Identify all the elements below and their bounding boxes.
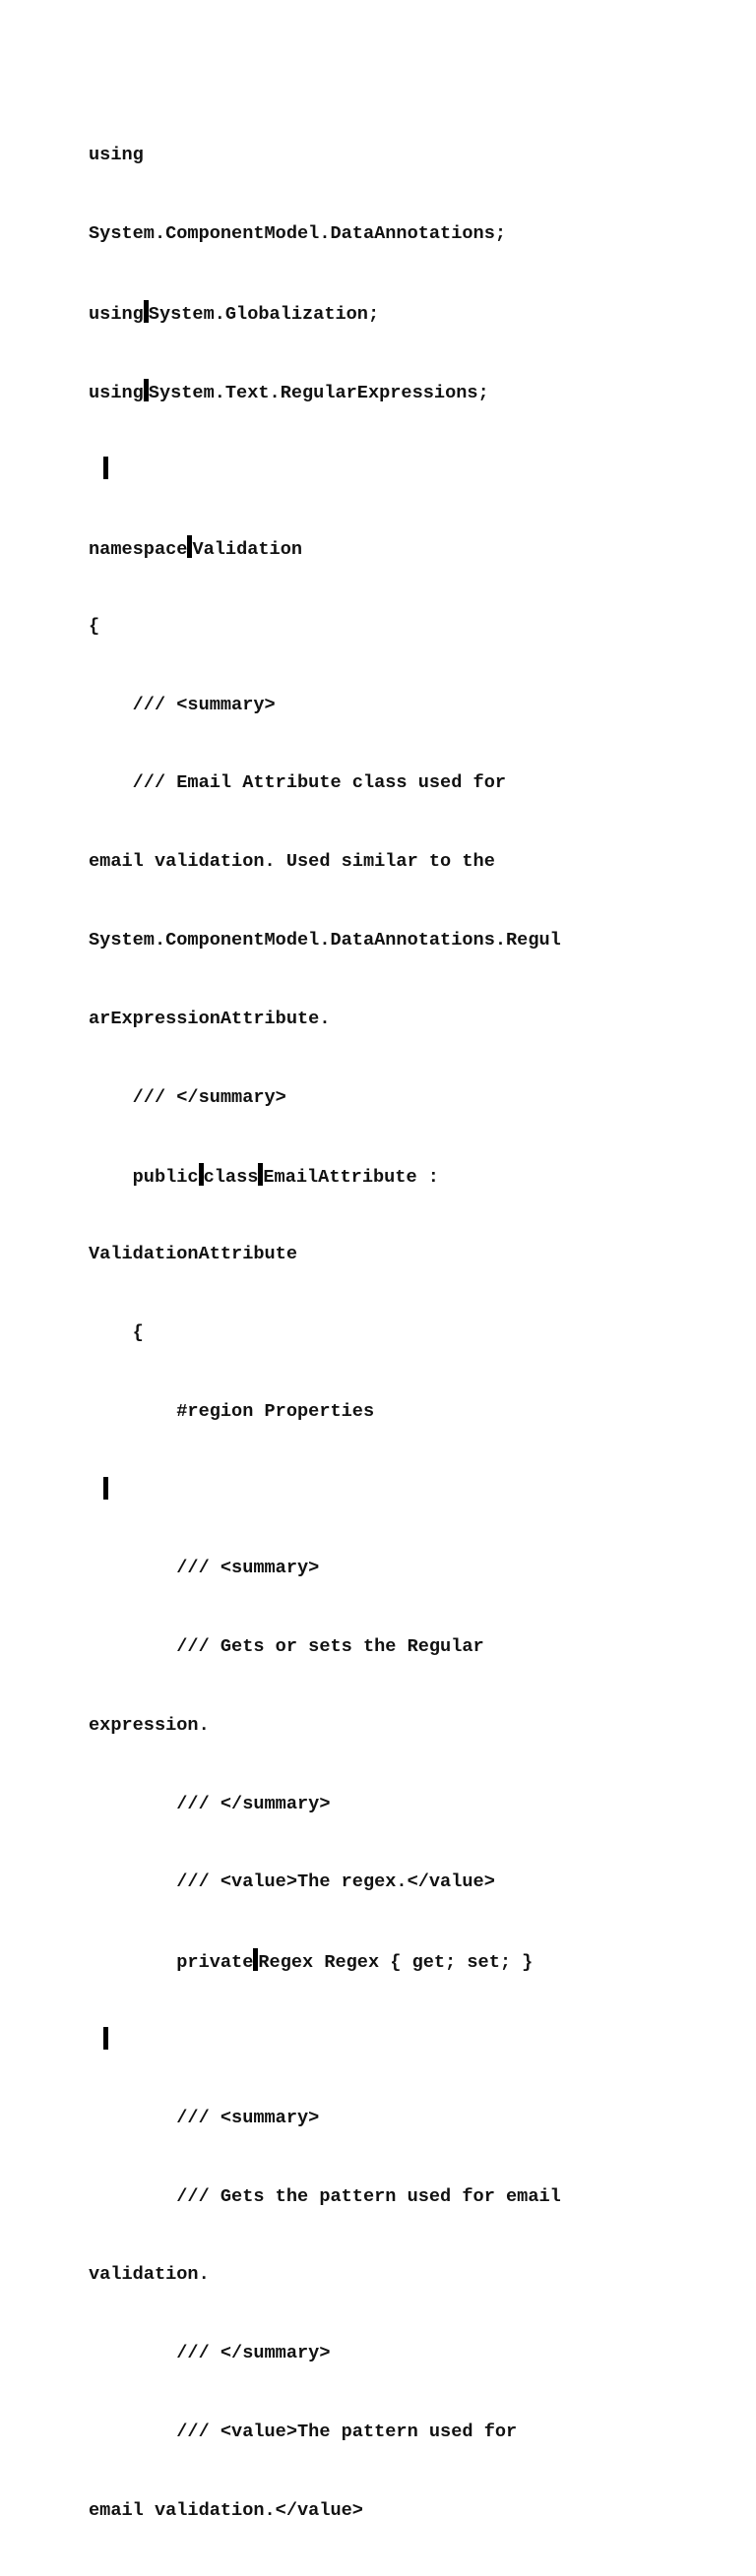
- code-line: [89, 300, 719, 327]
- code-line: arExpressionAttribute.: [89, 1008, 331, 1029]
- code-token: using: [89, 382, 144, 403]
- code-token: System.Globalization;: [148, 303, 380, 325]
- code-line: [89, 379, 719, 405]
- code-line: [89, 535, 719, 562]
- code-token: Regex Regex { get; set; }: [258, 1952, 534, 1974]
- code-line: /// Gets or sets the Regular: [89, 1636, 484, 1658]
- code-line: #region Properties: [89, 1400, 375, 1422]
- code-line: {: [89, 1321, 144, 1343]
- code-line: System.ComponentModel.DataAnnotations.Regul: [89, 930, 561, 951]
- code-line: /// <summary>: [89, 694, 276, 715]
- text-marker: [103, 457, 108, 479]
- code-line: email validation.</value>: [89, 2499, 363, 2521]
- code-line: /// Gets the pattern used for email: [89, 2185, 561, 2207]
- code-token: private: [89, 1952, 254, 1974]
- code-line: expression.: [89, 1714, 210, 1736]
- code-token: Validation: [192, 539, 303, 561]
- code-token: class: [203, 1167, 259, 1189]
- code-line: [89, 1948, 719, 1975]
- code-line-blank: [89, 1477, 719, 1503]
- code-line: using: [89, 145, 144, 166]
- code-token: EmailAttribute :: [263, 1167, 439, 1189]
- code-line: /// <summary>: [89, 1558, 320, 1579]
- code-line: /// <value>The regex.</value>: [89, 1871, 495, 1893]
- code-line: /// </summary>: [89, 1086, 286, 1108]
- code-line: /// Email Attribute class used for: [89, 772, 507, 794]
- code-token: namespace: [89, 539, 188, 561]
- code-line: ValidationAttribute: [89, 1244, 298, 1265]
- code-token: public: [89, 1167, 199, 1189]
- code-line: /// <summary>: [89, 2107, 320, 2128]
- code-token: using: [89, 303, 144, 325]
- code-token: System.Text.RegularExpressions;: [148, 382, 489, 403]
- code-line: System.ComponentModel.DataAnnotations;: [89, 222, 507, 244]
- code-line: /// <value>The pattern used for: [89, 2421, 518, 2442]
- code-line: email validation. Used similar to the: [89, 851, 495, 873]
- code-line: /// </summary>: [89, 2343, 331, 2364]
- code-line-blank: [89, 2027, 719, 2054]
- code-line: validation.: [89, 2264, 210, 2286]
- text-marker: [103, 1477, 108, 1500]
- code-line: /// </summary>: [89, 1793, 331, 1814]
- code-line-blank: [89, 457, 719, 483]
- code-line: [89, 1163, 719, 1190]
- code-line: {: [89, 615, 100, 637]
- code-block: [89, 91, 719, 2576]
- text-marker: [103, 2027, 108, 2050]
